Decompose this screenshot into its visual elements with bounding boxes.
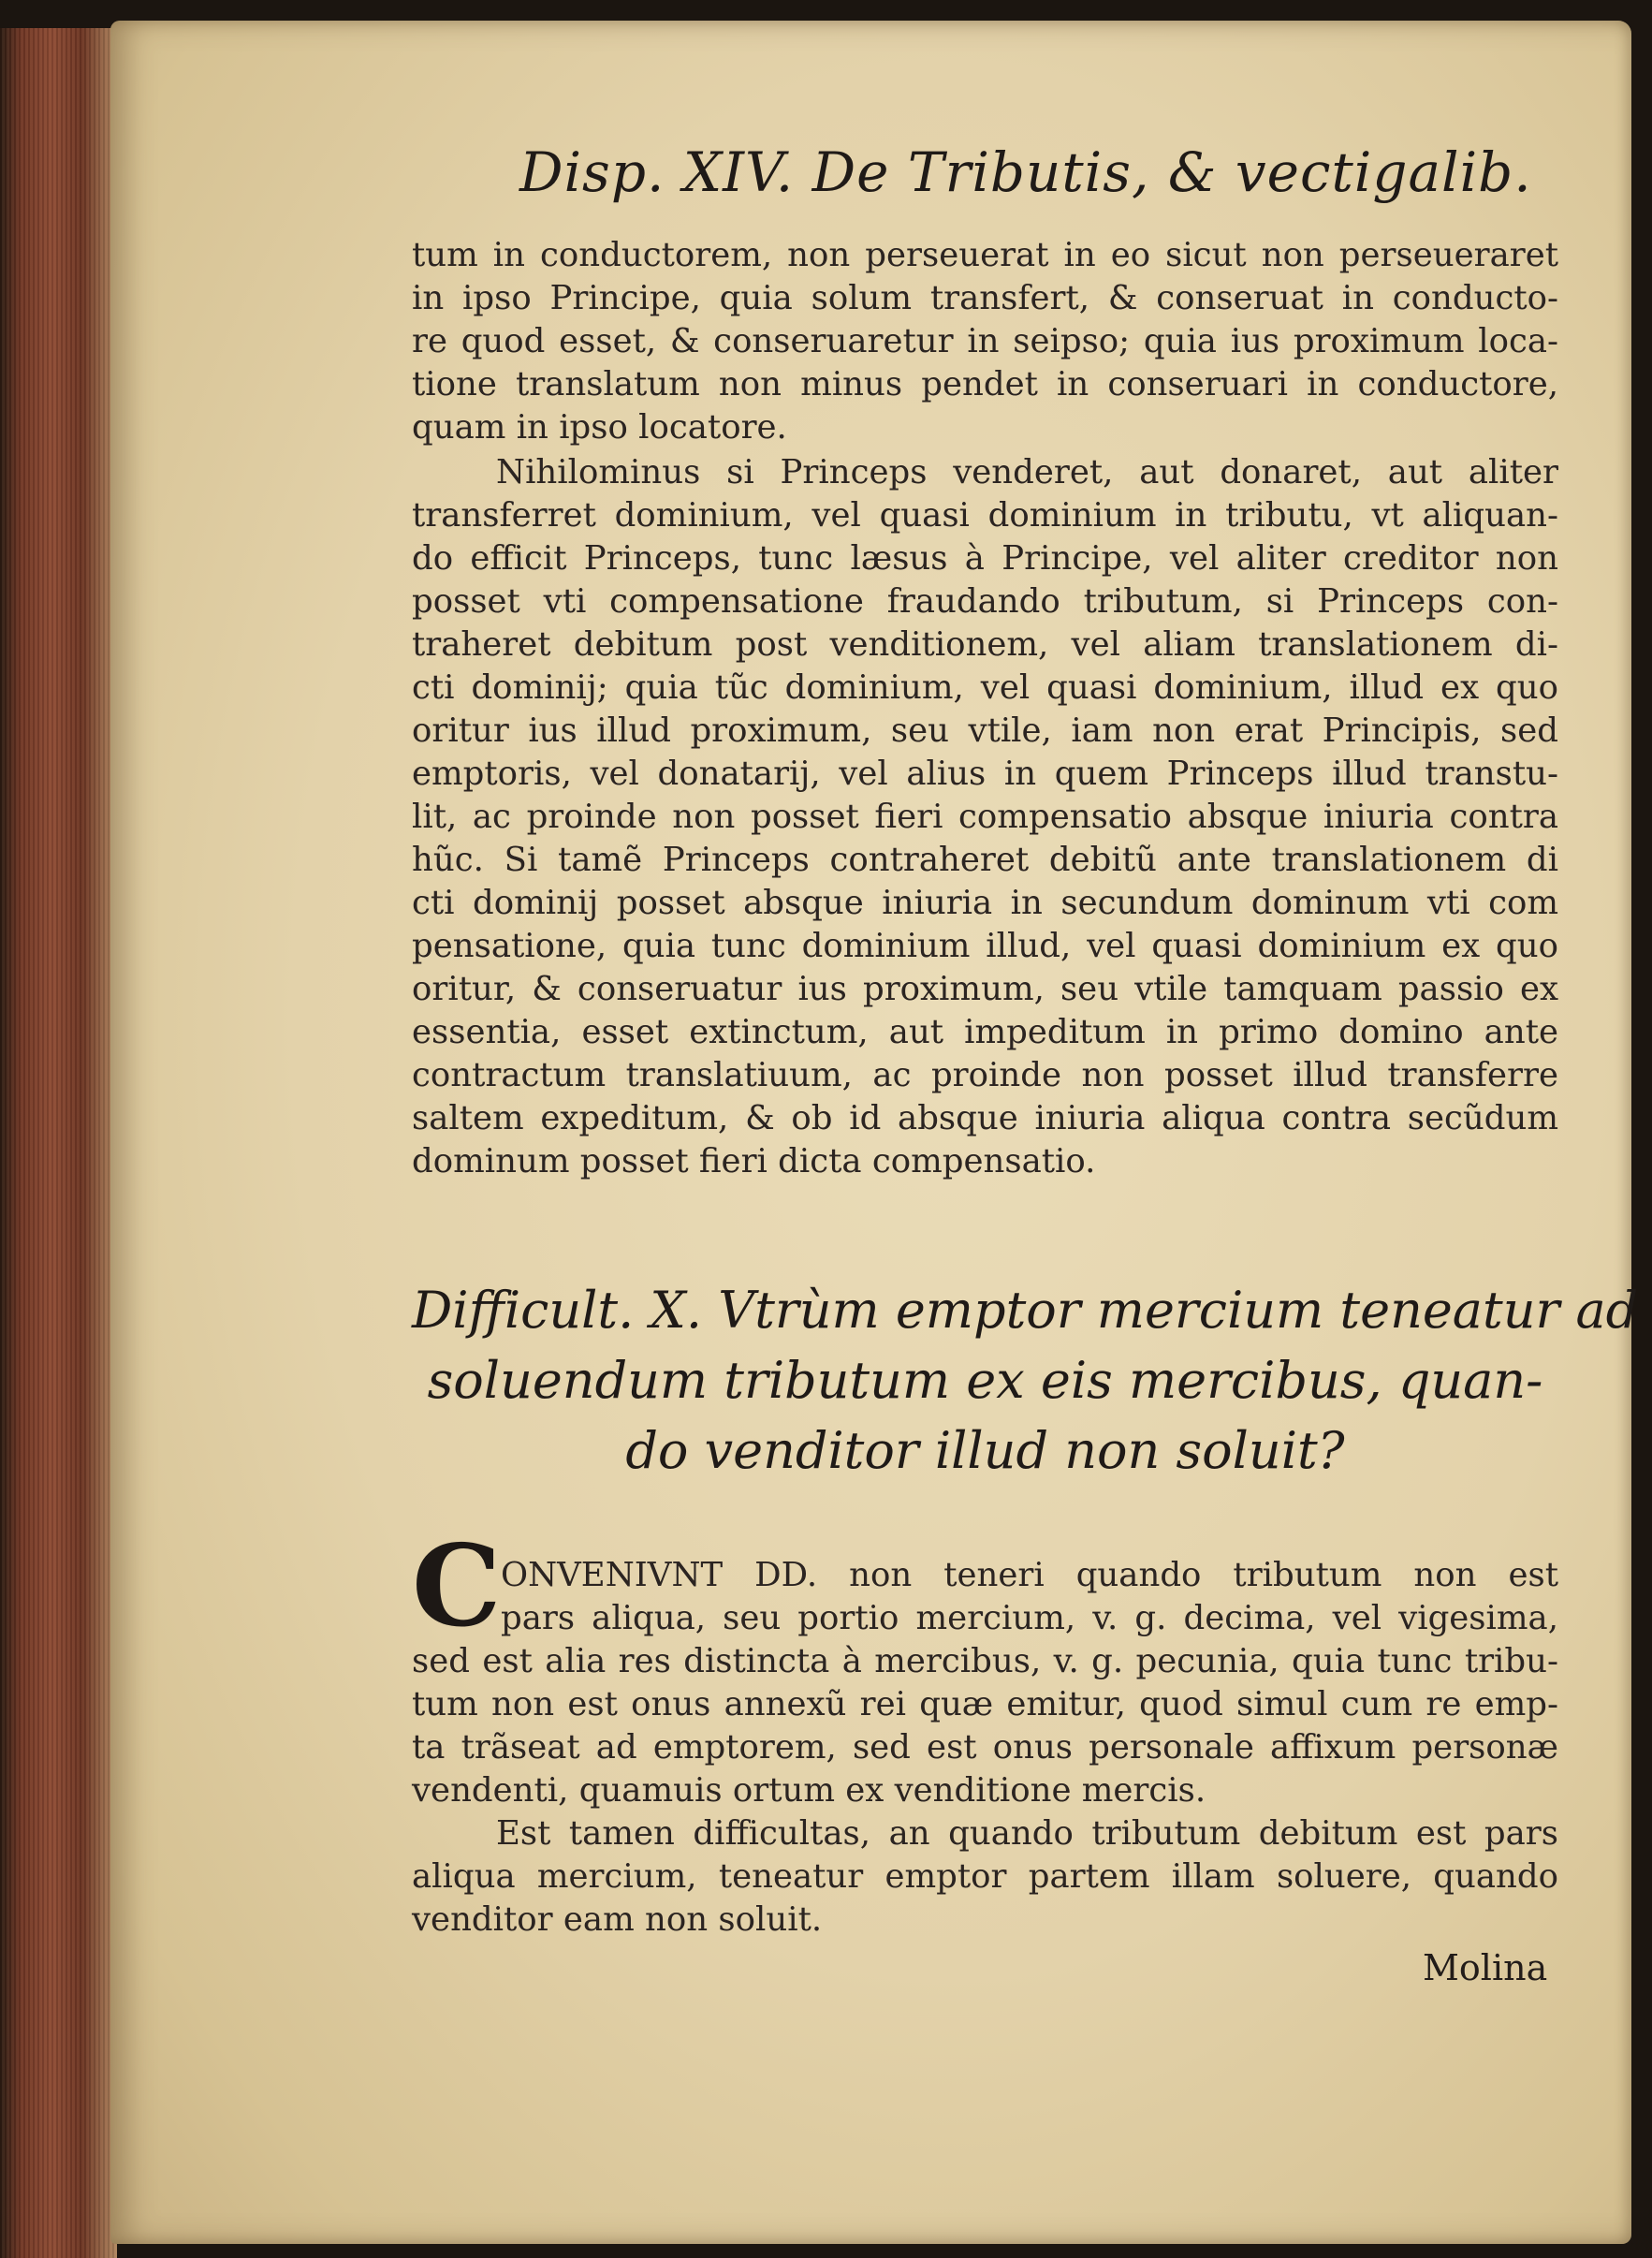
body-line: ONVENIVNT DD. non teneri quando tributum non est [501,1556,1558,1594]
body-line: traheret debitum post venditionem, vel aliam translationem di- [412,625,1558,664]
body-line: oritur ius illud proximum, seu vtile, iam non erat Principis, sed [412,711,1558,750]
body-line: quam in ipso locatore. [412,408,787,447]
body-line: cti dominij; quia tũc dominium, vel quasi dominium, illud ex quo [412,668,1558,707]
body-line: posset vti compensatione fraudando tributum, si Princeps con- [412,582,1558,621]
body-line: cti dominij posset absque iniuria in secundum dominum vti com [412,884,1558,922]
body-line: in ipso Principe, quia solum transfert, & conseruat in conducto- [412,279,1558,317]
body-line: tum in conductorem, non perseuerat in eo sicut non perseueraret [412,236,1558,274]
heading-line: Difficult. X. Vtrùm emptor mercium teneatur ad [412,1281,1639,1340]
catchword: Molina [1423,1947,1548,1988]
body-line: re quod esset, & conseruaretur in seipso; quia ius proximum loca- [412,322,1558,360]
body-line: transferret dominium, vel quasi dominium in tributu, vt aliquan- [412,496,1558,535]
body-line: lit, ac proinde non posset fieri compensatio absque iniuria contra [412,798,1558,836]
body-line: venditor eam non soluit. [412,1900,823,1939]
body-line: emptoris, vel donatarij, vel alius in quem Princeps illud transtu- [412,755,1558,793]
book-fore-edge [0,28,117,2258]
body-line: saltem expeditum, & ob id absque iniuria aliqua contra secũdum [412,1099,1558,1137]
body-line: vendenti, quamuis ortum ex venditione mercis. [412,1771,1206,1810]
body-line: sed est alia res distincta à mercibus, v. g. pecunia, quia tunc tribu- [412,1642,1558,1680]
body-line: tum non est onus annexũ rei quæ emitur, quod simul cum re emp- [412,1685,1558,1723]
heading-line: do venditor illud non soluit? [625,1421,1345,1480]
body-line: tione translatum non minus pendet in conseruari in conductore, [412,365,1558,403]
body-line: Est tamen difficultas, an quando tributum debitum est pars [496,1814,1558,1853]
body-line: contractum translatiuum, ac proinde non posset illud transferre [412,1056,1558,1094]
body-line: pensatione, quia tunc dominium illud, vel quasi dominium ex quo [412,927,1558,965]
body-line: hũc. Si tamẽ Princeps contraheret debitũ ante translationem di [412,841,1558,879]
body-line: oritur, & conseruatur ius proximum, seu vtile tamquam passio ex [412,970,1558,1008]
heading-line: soluendum tributum ex eis mercibus, quan- [427,1351,1543,1410]
body-line: dominum posset fieri dicta compensatio. [412,1142,1096,1180]
body-line: essentia, esset extinctum, aut impeditum in primo domino ante [412,1013,1558,1051]
body-line: Nihilominus si Princeps venderet, aut donaret, aut aliter [496,453,1558,491]
body-line: pars aliqua, seu portio mercium, v. g. decima, vel vigesima, [501,1599,1558,1637]
body-line: aliqua mercium, teneatur emptor partem illam soluere, quando [412,1857,1558,1896]
body-line: do efficit Princeps, tunc læsus à Principe, vel aliter creditor non [412,539,1558,578]
running-head: Disp. XIV. De Tributis, & vectigalib. [519,140,1532,204]
body-line: ta trãseat ad emptorem, sed est onus personale affixum personæ [412,1728,1558,1767]
drop-capital: C [412,1520,502,1652]
